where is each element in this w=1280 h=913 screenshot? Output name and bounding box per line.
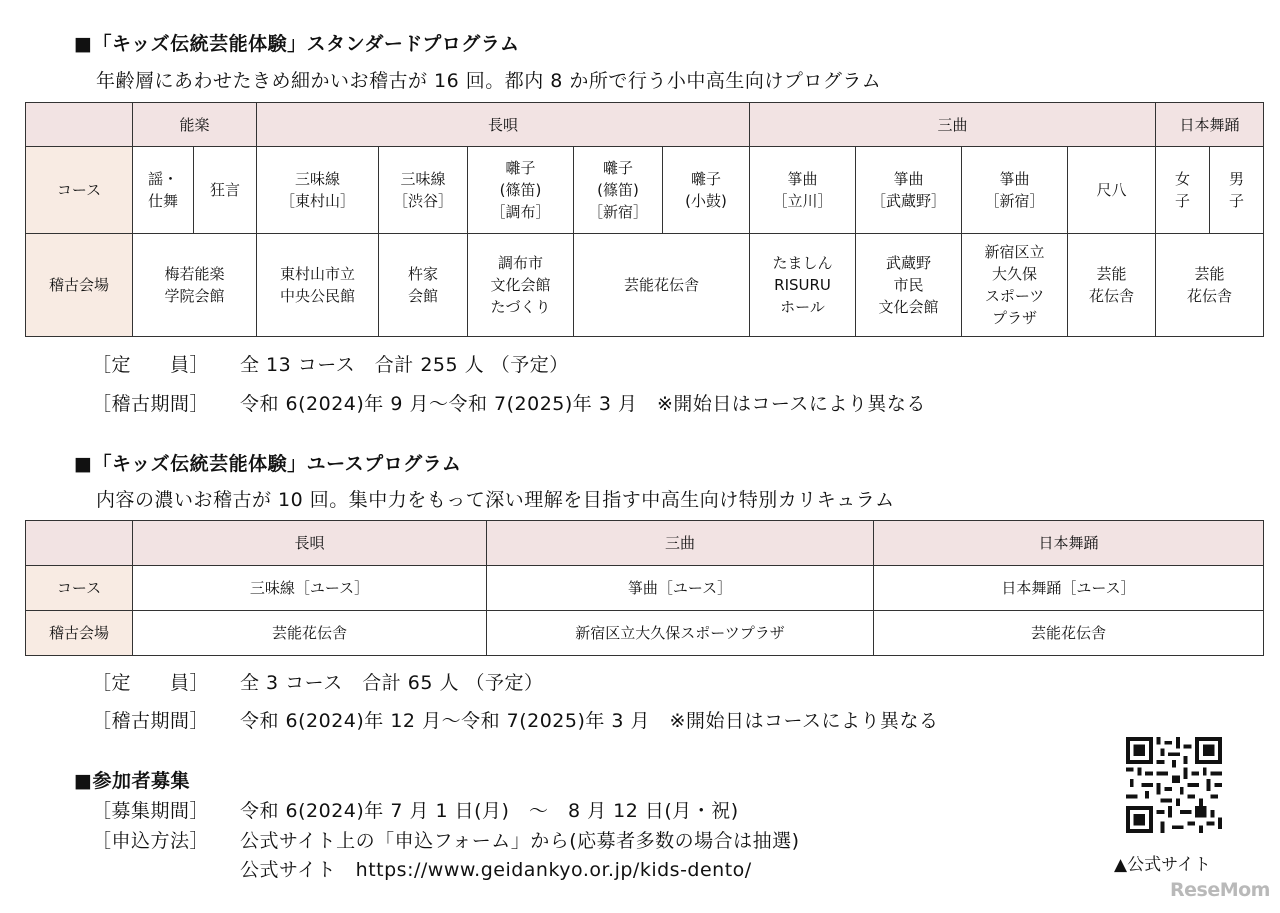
cell-line: 仕舞 (147, 192, 178, 210)
cell-line: 大久保 (992, 265, 1038, 283)
qr-caption: ▲公式サイト (1114, 855, 1211, 875)
recruit-method-value: 公式サイト上の「申込フォーム」から(応募者多数の場合は抽選) (240, 830, 800, 852)
genre-nogaku: 能楽 (133, 103, 257, 147)
cell-line: 箏曲 (893, 170, 924, 188)
genre-sankyoku: 三曲 (750, 103, 1156, 147)
youth-venue-row (26, 611, 1264, 656)
youth-subtitle: 内容の濃いお稽古が 10 回。集中力をもって深い理解を目指す中高生向け特別カリキュラム (96, 489, 895, 511)
cell-line: (篠笛) (597, 181, 639, 199)
row-label-venue: 稽古会場 (26, 611, 133, 656)
youth-capacity-value: 全 3 コース 合計 65 人 （予定） (240, 672, 544, 694)
venue-cell (257, 234, 379, 337)
youth-venue-cell: 新宿区立大久保スポーツプラザ (487, 611, 874, 656)
venue-cell (856, 234, 962, 337)
cell-line: 芸能 (1194, 265, 1225, 283)
cell-line: ホール (780, 298, 825, 316)
cell-line: 囃子 (603, 159, 634, 177)
cell-line: 尺八 (1096, 181, 1127, 199)
course-cell (257, 147, 379, 234)
cell-line: 謡・ (147, 170, 178, 188)
cell-line: 男 (1229, 170, 1245, 188)
cell-line: 囃子 (505, 159, 536, 177)
youth-course-row (26, 566, 1264, 611)
cell-line: 花伝舎 (1187, 287, 1233, 305)
genre-row (26, 103, 1264, 147)
cell-line: 女 (1175, 170, 1191, 188)
cell-line: たづくり (490, 298, 551, 316)
cell-line: 囃子 (691, 170, 722, 188)
course-cell (1156, 147, 1210, 234)
row-label-venue: 稽古会場 (26, 234, 133, 337)
venue-cell (1156, 234, 1264, 337)
cell-line: 武蔵野 (886, 254, 932, 272)
standard-subtitle: 年齢層にあわせたきめ細かいお稽古が 16 回。都内 8 か所で行う小中高生向けプログラム (96, 70, 882, 92)
course-cell (194, 147, 257, 234)
cell-line: 梅若能楽 (164, 265, 225, 283)
cell-line: 子 (1229, 192, 1245, 210)
course-cell (133, 147, 194, 234)
resemom-watermark: ReseMom (1170, 879, 1270, 901)
cell-line: プラザ (992, 309, 1038, 327)
venue-cell (379, 234, 468, 337)
youth-period-value: 令和 6(2024)年 12 月～令和 7(2025)年 3 月 ※開始日はコースにより異なる (240, 710, 939, 732)
youth-heading: ■「キッズ伝統芸能体験」ユースプログラム (74, 453, 462, 475)
cell-line: ［調布］ (490, 203, 551, 221)
youth-period-label: ［稽古期間］ (92, 710, 210, 732)
cell-line: ［東村山］ (280, 192, 356, 210)
recruit-period-label: ［募集期間］ (92, 800, 210, 822)
cell-line: 三味線 (400, 170, 446, 188)
genre-nihon-buyo: 日本舞踊 (1156, 103, 1264, 147)
cell-line: スポーツ (984, 287, 1045, 305)
cell-line: (篠笛) (499, 181, 542, 199)
youth-genre-sankyoku: 三曲 (487, 521, 874, 566)
youth-genre-row (26, 521, 1264, 566)
row-label-course: コース (26, 566, 133, 611)
cell-line: 文化会館 (490, 276, 551, 294)
cell-line: 杵家 (408, 265, 439, 283)
course-cell (856, 147, 962, 234)
cell-line: 子 (1175, 192, 1191, 210)
cell-line: 芸能花伝舎 (624, 276, 700, 294)
cell-line: 箏曲 (787, 170, 818, 188)
cell-line: ［渋谷］ (393, 192, 454, 210)
youth-genre-nihon-buyo: 日本舞踊 (874, 521, 1264, 566)
youth-table (25, 520, 1264, 656)
cell-line: ［新宿］ (588, 203, 649, 221)
venue-row (26, 234, 1264, 337)
youth-course-cell: 箏曲［ユース］ (487, 566, 874, 611)
standard-heading: ■「キッズ伝統芸能体験」スタンダードプログラム (74, 33, 520, 55)
cell-line: 市民 (893, 276, 924, 294)
venue-cell (962, 234, 1068, 337)
course-cell (750, 147, 856, 234)
cell-line: 文化会館 (878, 298, 939, 316)
cell-line: 芸能 (1096, 265, 1127, 283)
youth-course-cell: 三味線［ユース］ (133, 566, 487, 611)
cell-line: ［立川］ (772, 192, 833, 210)
cell-line: 会館 (408, 287, 439, 305)
venue-cell (574, 234, 750, 337)
course-row (26, 147, 1264, 234)
youth-genre-nagauta: 長唄 (133, 521, 487, 566)
cell-line: 中央公民館 (280, 287, 356, 305)
recruit-heading: ■参加者募集 (74, 770, 190, 792)
youth-course-cell: 日本舞踊［ユース］ (874, 566, 1264, 611)
cell-line: 箏曲 (999, 170, 1030, 188)
venue-cell (1068, 234, 1156, 337)
cell-line: (小鼓) (685, 192, 727, 210)
cell-line: 狂言 (210, 181, 241, 199)
venue-cell (468, 234, 574, 337)
course-cell (379, 147, 468, 234)
standard-capacity-label: ［定 員］ (92, 354, 210, 376)
corner-cell (26, 521, 133, 566)
course-cell (663, 147, 750, 234)
cell-line: ［武蔵野］ (871, 192, 947, 210)
course-cell (574, 147, 663, 234)
venue-cell (750, 234, 856, 337)
course-cell (1068, 147, 1156, 234)
youth-capacity-label: ［定 員］ (92, 672, 210, 694)
course-cell (962, 147, 1068, 234)
course-cell (1210, 147, 1264, 234)
recruit-period-value: 令和 6(2024)年 7 月 1 日(月) ～ 8 月 12 日(月・祝) (240, 800, 739, 822)
standard-table (25, 102, 1264, 337)
qr-code[interactable] (1126, 737, 1222, 833)
cell-line: RISURU (774, 276, 831, 294)
row-label-course: コース (26, 147, 133, 234)
genre-nagauta: 長唄 (257, 103, 750, 147)
youth-venue-cell: 芸能花伝舎 (874, 611, 1264, 656)
cell-line: 新宿区立 (984, 243, 1045, 261)
cell-line: ［新宿］ (984, 192, 1045, 210)
course-cell (468, 147, 574, 234)
standard-capacity-value: 全 13 コース 合計 255 人 （予定） (240, 354, 569, 376)
standard-period-value: 令和 6(2024)年 9 月～令和 7(2025)年 3 月 ※開始日はコースにより異なる (240, 393, 926, 415)
youth-venue-cell: 芸能花伝舎 (133, 611, 487, 656)
venue-cell (133, 234, 257, 337)
official-site-link[interactable]: 公式サイト https://www.geidankyo.or.jp/kids-dento/ (240, 859, 752, 881)
cell-line: 調布市 (498, 254, 544, 272)
recruit-method-label: ［申込方法］ (92, 830, 210, 852)
cell-line: 花伝舎 (1089, 287, 1135, 305)
cell-line: たましん (772, 254, 833, 272)
cell-line: 三味線 (295, 170, 341, 188)
standard-period-label: ［稽古期間］ (92, 393, 210, 415)
cell-line: 学院会館 (164, 287, 225, 305)
cell-line: 東村山市立 (280, 265, 356, 283)
corner-cell (26, 103, 133, 147)
